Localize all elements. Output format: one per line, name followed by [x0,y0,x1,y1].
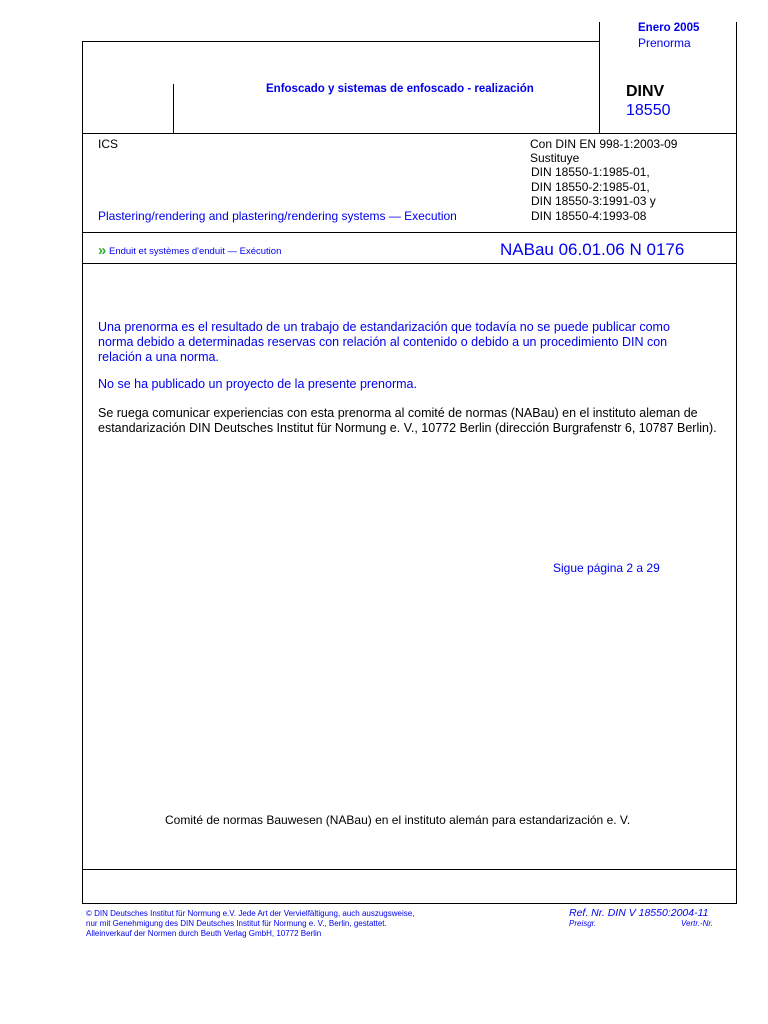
feedback-paragraph: Se ruega comunicar experiencias con esta prenorma al comité de normas (NABau) en el instituto aleman de estandarización DIN Deutsches Institut für Normung e. V., 10772 Berlin (dirección Burgrafenstr 6, 10787 Berlin). [98,406,717,435]
supersedes-item: DIN 18550-4:1993-08 [531,209,647,223]
header-bottom-line [82,133,737,134]
supersedes-label: Sustituye [530,151,580,165]
french-title: Enduit et systèmes d'enduit — Exécution [108,246,282,257]
issue-date: Enero 2005 [638,22,700,34]
relation-line: Con DIN EN 998-1:2003-09 [530,137,678,151]
committee-reference: NABau 06.01.06 N 0176 [500,240,685,259]
frame-left-line [82,41,83,904]
right-column-divider [599,22,600,133]
english-title: Plastering/rendering and plastering/rendering systems — Execution [98,209,457,223]
ics-bottom-line [82,232,737,233]
supersedes-item: DIN 18550-3:1991-03 y [531,194,656,208]
ics-label: ICS [98,137,119,151]
footer-top-line [82,869,737,870]
continued-pages: Sigue página 2 a 29 [553,561,660,575]
copyright-line: Alleinverkauf der Normen durch Beuth Verlag GmbH, 10772 Berlin [86,929,322,938]
standard-prefix: DINV [626,83,665,100]
sales-number-label: Vertr.-Nr. [681,919,713,928]
document-title: Enfoscado y sistemas de enfoscado - realización [266,83,534,95]
arrow-marker-icon: » [98,242,107,259]
frame-top-line [82,41,600,42]
no-draft-paragraph: No se ha publicado un proyecto de la presente prenorma. [98,377,417,391]
french-title-row [98,242,281,259]
title-left-divider [173,84,174,134]
copyright-line: nur mit Genehmigung des DIN Deutsches Institut für Normung e. V., Berlin, gestattet. [86,919,387,928]
french-bottom-line [82,263,737,264]
standard-number: 18550 [626,102,671,119]
copyright-line: © DIN Deutsches Institut für Normung e.V. Jede Art der Vervielfältigung, auch auszugsweise, [86,909,415,918]
document-status: Prenorma [638,36,691,50]
frame-bottom-line [82,903,737,904]
supersedes-item: DIN 18550-2:1985-01, [531,180,650,194]
prenorm-definition-paragraph: Una prenorma es el resultado de un trabajo de estandarización que todavía no se puede publicar como norma debido a determinadas reservas con relación al contenido o debido a un procedimiento DIN con relación a una norma. [98,320,670,364]
reference-number: Ref. Nr. DIN V 18550:2004-11 [569,907,709,919]
supersedes-item: DIN 18550-1:1985-01, [531,165,650,179]
frame-right-line [736,22,737,904]
committee-line: Comité de normas Bauwesen (NABau) en el instituto alemán para estandarización e. V. [165,813,631,827]
price-group-label: Preisgr. [569,919,597,928]
